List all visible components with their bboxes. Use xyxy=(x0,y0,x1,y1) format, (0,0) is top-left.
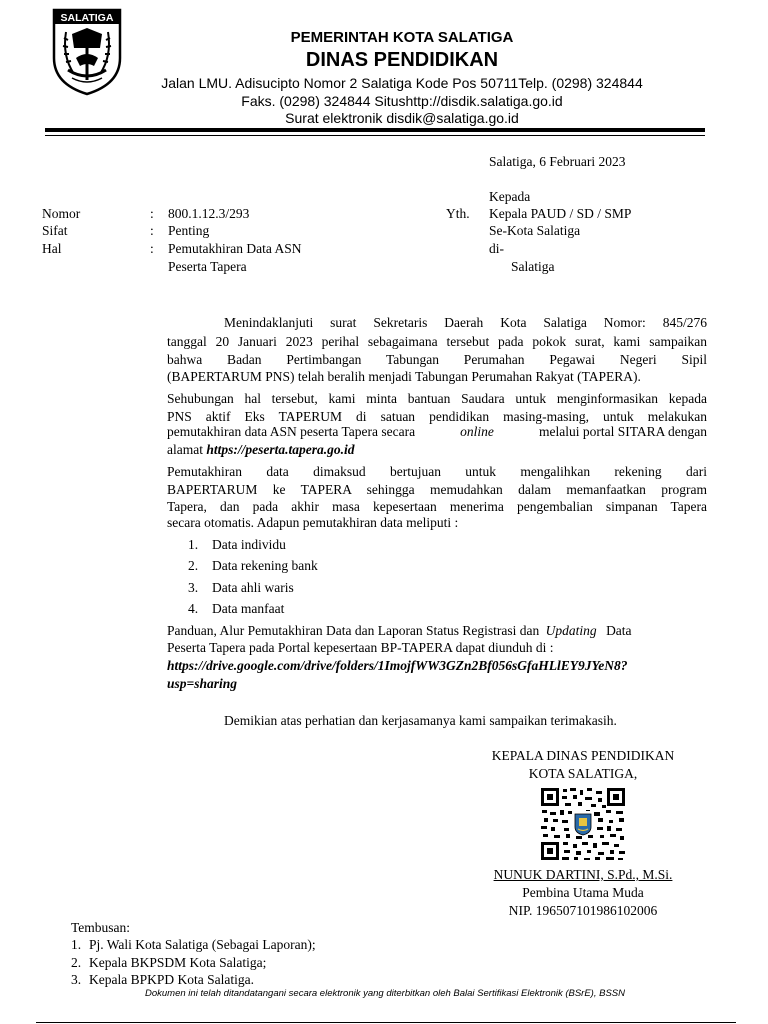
list-item-number: 3. xyxy=(188,580,199,595)
letter-date: Salatiga, 6 Februari 2023 xyxy=(489,154,626,169)
nomor-label: Nomor xyxy=(42,206,81,221)
body-text-line: Pemutakhiran data dimaksud bertujuan untuk mengalihkan rekening dari xyxy=(167,464,707,479)
address-line: Jalan LMU. Adisucipto Nomor 2 Salatiga Kode Pos 50711Telp. (0298) 324844 xyxy=(161,75,643,91)
recipient-line: Kepala PAUD / SD / SMP xyxy=(489,206,632,221)
hal-label: Hal xyxy=(42,241,62,256)
list-item: Data rekening bank xyxy=(212,558,318,573)
list-item: Data manfaat xyxy=(212,601,285,616)
letterhead-rule-thin xyxy=(45,135,705,136)
cc-item: Kepala BKPSDM Kota Salatiga; xyxy=(89,955,267,970)
body-text: melalui portal SITARA dengan xyxy=(538,424,707,439)
list-item-number: 2. xyxy=(188,558,199,573)
recipient-line: di- xyxy=(489,241,504,256)
contact-line: Faks. (0298) 324844 Situshttp://disdik.salatiga.go.id xyxy=(241,93,563,109)
google-drive-link-continued[interactable]: usp=sharing xyxy=(167,676,237,691)
government-name: PEMERINTAH KOTA SALATIGA xyxy=(290,29,514,46)
signatory-nip: NIP. 196507101986102006 xyxy=(508,903,658,918)
body-text-line: Peserta Tapera pada Portal kepesertaan BP-TAPERA dapat diunduh di : xyxy=(167,640,554,655)
city-emblem-logo xyxy=(50,6,124,96)
logo-text: SALATIGA xyxy=(60,12,114,24)
cc-item-number: 3. xyxy=(71,972,82,987)
google-drive-link[interactable]: https://drive.google.com/drive/folders/1ImojfWW3GZn2Bf056sGfaHLlEY9JYeN8? xyxy=(167,658,628,673)
body-text-line: Menindaklanjuti surat Sekretaris Daerah Kota Salatiga Nomor: 845/276 xyxy=(224,315,707,330)
body-text-line: BAPERTARUM ke TAPERA sehingga memudahkan dalam memanfaatkan program xyxy=(167,482,707,497)
meta-colon: : xyxy=(150,241,154,256)
body-text-line: tanggal 20 Januari 2023 perihal sebagaimana tersebut pada pokok surat, kami sampaikan xyxy=(167,334,707,349)
body-text-line: secara otomatis. Adapun pemutakhiran data meliputi : xyxy=(167,515,459,530)
list-item: Data ahli waris xyxy=(212,580,294,595)
qr-code-signature xyxy=(540,787,626,861)
footer-rule xyxy=(36,1022,736,1023)
body-text: Data xyxy=(606,623,632,638)
closing-text: Demikian atas perhatian dan kerjasamanya kami sampaikan terimakasih. xyxy=(224,713,617,728)
body-text-line: PNS aktif Eks TAPERUM di satuan pendidikan masing-masing, untuk melakukan xyxy=(167,409,707,424)
body-text-line: (BAPERTARUM PNS) telah beralih menjadi Tabungan Perumahan Rakyat (TAPERA). xyxy=(167,369,641,384)
hal-value: Pemutakhiran Data ASN xyxy=(168,241,302,256)
recipient-to-label: Kepada xyxy=(489,189,531,204)
body-text: pemutakhiran data ASN peserta Tapera secara xyxy=(167,424,416,439)
email-line: Surat elektronik disdik@salatiga.go.id xyxy=(285,110,519,126)
cc-label: Tembusan: xyxy=(71,920,131,935)
body-text: Panduan, Alur Pemutakhiran Data dan Laporan Status Registrasi dan xyxy=(167,623,540,638)
recipient-city: Salatiga xyxy=(511,259,555,274)
nomor-value: 800.1.12.3/293 xyxy=(168,206,250,221)
body-text-line: bahwa Badan Pertimbangan Tabungan Perumahan Pegawai Negeri Sipil xyxy=(167,352,707,367)
recipient-line: Se-Kota Salatiga xyxy=(489,223,581,238)
body-text-line xyxy=(167,442,354,458)
signatory-title: KOTA SALATIGA, xyxy=(528,766,638,781)
signatory-title: KEPALA DINAS PENDIDIKAN xyxy=(491,748,675,763)
electronic-signature-note: Dokumen ini telah ditandatangani secara elektronik yang diterbitkan oleh Balai Sertifikasi Elektronik (BSrE), BSSN xyxy=(145,988,625,999)
letterhead-rule-thick xyxy=(45,128,705,132)
online-emphasis: online xyxy=(460,424,494,439)
body-text-line: Tapera, dan pada akhir masa kepesertaan menerima pengembalian simpanan Tapera xyxy=(167,499,707,514)
hal-value: Peserta Tapera xyxy=(168,259,247,274)
meta-colon: : xyxy=(150,206,154,221)
cc-item-number: 1. xyxy=(71,937,82,952)
signatory-name: NUNUK DARTINI, S.Pd., M.Si. xyxy=(493,867,673,882)
body-text-line xyxy=(167,623,632,639)
cc-item-number: 2. xyxy=(71,955,82,970)
cc-item: Kepala BPKPD Kota Salatiga. xyxy=(89,972,254,987)
tapera-portal-link[interactable]: https://peserta.tapera.go.id xyxy=(206,442,355,457)
meta-colon: : xyxy=(150,223,154,238)
list-item: Data individu xyxy=(212,537,286,552)
recipient-honorific: Yth. xyxy=(446,206,470,221)
sifat-label: Sifat xyxy=(42,223,68,238)
body-text: alamat xyxy=(167,442,203,457)
signatory-rank: Pembina Utama Muda xyxy=(522,885,644,900)
office-name: DINAS PENDIDIKAN xyxy=(305,49,499,71)
body-text-line xyxy=(167,424,707,440)
body-text-line: Sehubungan hal tersebut, kami minta bantuan Saudara untuk menginformasikan kepada xyxy=(167,391,707,406)
updating-emphasis: Updating xyxy=(545,623,597,638)
list-item-number: 1. xyxy=(188,537,199,552)
sifat-value: Penting xyxy=(168,223,210,238)
list-item-number: 4. xyxy=(188,601,199,616)
cc-item: Pj. Wali Kota Salatiga (Sebagai Laporan); xyxy=(89,937,316,952)
